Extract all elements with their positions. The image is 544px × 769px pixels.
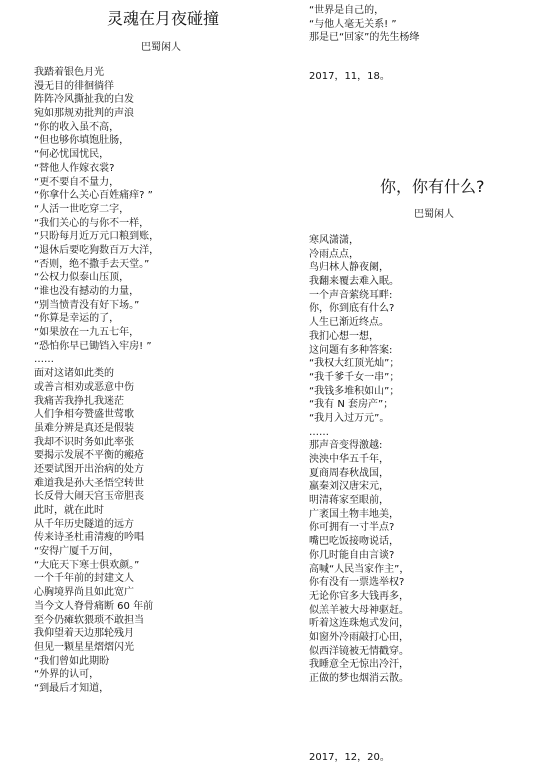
poem-line: “安得广厦千万间， [34,546,120,558]
poem-line: 嬴秦刘汉唐宋元， [309,481,389,493]
poem1-date: 2017，11，18。 [309,71,390,82]
poem-line: “世界是自己的， [309,5,385,16]
poem-line: “我千爹千女一串”； [309,371,400,383]
poem-line: 夏商周春秋战国， [309,467,389,479]
poem-line: 似西洋镜被无情戳穿。 [309,645,409,657]
poem-line: “你的收入虽不高， [34,121,120,133]
poem-line: “我有 N 套房产”； [309,399,394,411]
poem-line: 宛如那规劝批判的声浪 [34,108,134,120]
poem-line: 人们争相夸赞盛世莺歌 [34,409,134,421]
poem-line: 阵阵冷风撕扯我的白发 [34,94,134,106]
poem-line: 至今仍瘫软猥琐不敢担当 [34,614,144,626]
poem-line: 如窗外冷雨敲打心田， [309,631,409,643]
poem-line: 你，你到底有什么? [309,303,395,315]
poem-line: “谁也没有撼动的力量， [34,286,140,297]
poem-line: 我痛苦我挣扎我迷茫 [34,395,124,407]
poem-line: “公权力似泰山压顶， [34,272,130,284]
poem-line: “你算是幸运的了， [34,313,120,325]
poem-line: 正做的梦也烟消云散。 [309,673,409,684]
poem-line: “我们曾如此期盼 [34,655,110,667]
poem-line: “外界的认可， [34,669,100,681]
poem-line: 但见一颗星星熠熠闪光 [34,641,134,653]
poem-line: “我权大红顶光灿”； [309,358,400,370]
poem2-title: 你，你有什么? [380,177,485,196]
poem-line: 这问题有多种答案: [309,344,393,356]
poem-line: “你拿什么关心百姓痛痒? ” [34,190,153,202]
poem-line: 心胸境界尚且如此宽广 [34,587,134,599]
poem-line: “恐怕你早已锄铛入牢房! ” [34,340,152,352]
poem-line: “我钱多堆积如山”； [309,385,400,397]
poem-line: 我却不识时务如此率张 [34,436,134,448]
poem-line: “我月入过万元”。 [309,412,390,424]
poem-line: 虽难分辨是真还是假装 [34,422,134,434]
poem-line: 传来诗圣杜甫清瘦的吟唱 [34,532,144,544]
poem-line: 鸟归林人静夜阑， [309,262,389,274]
poem-line: 泱泱中华五千年， [309,454,389,465]
poem2-body [309,234,409,686]
poem-line: 嘴巴吃饭接吻说话， [309,536,399,548]
poem-line: 广袤国土物丰地美， [309,508,399,520]
poem-line: 寒风潇潇， [309,235,359,246]
poem-line: “只盼每月近万元口粮到账， [34,231,160,243]
poem-line: 人生已渐近终点。 [309,317,389,329]
poem-line: 或善言相劝或恶意中伤 [34,381,134,393]
poem-line: 高喊“人民当家作主”， [309,563,410,575]
poem-line: 你有没有一票选举权? [309,577,405,589]
poem-line: 此时，就在此时 [34,505,104,516]
poem-line: 那声音变得激越: [309,440,383,452]
poem1-title: 灵魂在月夜碰撞 [107,9,220,28]
poem-line: 听着这连珠炮式发问， [309,618,409,630]
poem1-author: 巴蜀闲人 [141,42,181,53]
poem-line: 你可拥有一寸半点? [309,522,395,534]
poem-line: 我睡意全无惊出冷汗， [309,659,409,671]
poem-line: 当今文人脊骨痛断 60 年前 [34,600,154,612]
poem-line: “但也够你填饱肚肠， [34,135,130,147]
poem2-date: 2017，12，20。 [309,752,390,763]
poem-line: 似羔羊被大母神驱赶。 [309,604,409,616]
poem-line: “退休后要吃狗数百万大洋， [34,244,160,256]
poem1-body [34,66,159,696]
poem-line: 冷雨点点， [309,248,359,260]
poem-line: 长反骨大闹天宫玉帝胆丧 [34,491,144,503]
poem-line: 无论你官多大钱再多， [309,590,409,602]
poem-line: 我踏着银色月光 [34,67,104,78]
poem-line: “更不要自不量力， [34,176,120,188]
poem-line: 漫无目的徘徊徜徉 [34,80,114,92]
poem-line: “到最后才知道， [34,682,110,694]
poem-line: 我翻来覆去难入眠。 [309,276,399,288]
poem2-author: 巴蜀闲人 [414,209,454,220]
poem-line: 我仰望着天边那轮残月 [34,628,134,640]
poem-line: “大庇天下寒士俱欢颜。” [34,559,140,571]
poem-line: 还要试图开出治病的处方 [34,463,144,475]
poem-line: 一个千年前的封建文人 [34,573,134,585]
poem1-continuation [309,4,419,45]
poem-line: “人活一世吃穿二字， [34,203,130,215]
poem-line: 面对这诸如此类的 [34,368,114,380]
poem-line: 从千年历史隧道的远方 [34,518,134,530]
poem-line: “替他人作嫁衣裳? [34,162,115,174]
poem-line: “别当愤青没有好下场。” [34,299,140,311]
poem-line: …… [309,426,329,438]
poem-line: 你几时能自由言谈? [309,549,395,561]
poem-line: “与他人毫无关系! ” [309,18,397,30]
poem-line: 那是已“回家”的先生杨绛 [309,32,420,44]
poem-line: 难道我是孙大圣悟空转世 [34,477,144,489]
poem-line: “否则，绝不撒手去天堂。” [34,258,150,270]
poem-line: “如果放在一九五七年， [34,327,140,339]
poem-line: “何必忧国忧民， [34,149,110,161]
poem-line: 明清蒋家至眼前， [309,495,389,507]
poem-line: 一个声音萦绕耳畔: [309,289,393,301]
poem-line: “我们关心的与你不一样， [34,217,150,229]
poem-line: 我扪心想一想， [309,330,379,342]
poem-line: 要揭示发展不平衡的瘢疮 [34,450,144,462]
poem-line: …… [34,354,54,366]
